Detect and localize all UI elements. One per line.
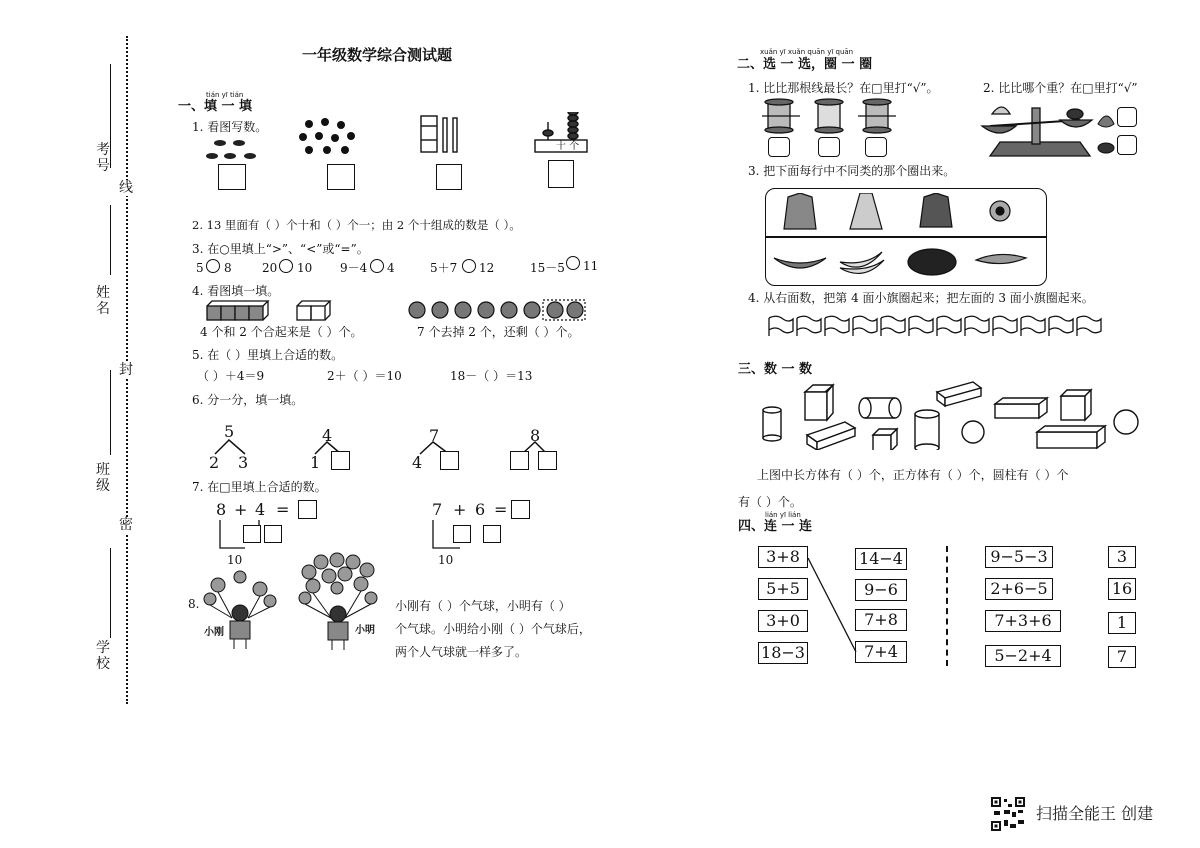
spools-picture [760,98,900,134]
label-feng: 封 [119,362,133,378]
q3-item-10: 11 [583,259,599,273]
label-xuexiao: 学校 [96,640,110,672]
q6-tree4-right-box[interactable] [538,451,557,470]
q6-tree1-right: 3 [238,453,249,472]
bird-group [206,140,256,159]
q3-item-1: 5 [196,261,204,275]
r-q2-box-2[interactable] [1117,135,1137,155]
q4-text-b: 7 个去掉 2 个，还剩（ ）个。 [417,325,580,339]
kid1-name: 小刚 [204,627,224,638]
flag-icon[interactable] [1021,316,1045,336]
label-xian: 线 [119,180,133,196]
q4-label: 4. 看图填一填。 [192,284,280,298]
flag-icon[interactable] [769,316,793,336]
q6-tree3-top: 7 [429,426,440,445]
q6-tree3-right-box[interactable] [440,451,459,470]
q8-line-2: 个气球。小明给小刚（ ）个气球后， [395,622,591,636]
r-q2-box-1[interactable] [1117,107,1137,127]
label-mi: 密 [119,517,133,533]
match-col4-2[interactable]: 16 [1108,578,1136,600]
section-3-line-1: 上图中长方体有（ ）个，正方体有（ ）个，圆柱有（ ）个 [757,468,1069,482]
q4-text-a: 4 个和 2 个合起来是（ ）个。 [200,325,363,339]
match-col4-4[interactable]: 7 [1108,646,1136,668]
r-q4-text: 4. 从右面数，把第 4 面小旗圈起来；把左面的 3 面小旗圈起来。 [748,291,1094,305]
match-col1-4[interactable]: 18−3 [758,642,808,664]
match-col1-2[interactable]: 5+5 [758,578,808,600]
q4-balls [405,299,595,323]
match-col2-2[interactable]: 9−6 [855,579,907,601]
q3-item-3: 20 [262,261,278,275]
match-col3-4[interactable]: 5−2+4 [985,645,1061,667]
ball-group [299,118,355,154]
q3-item-6: 4 [387,261,395,275]
match-col1-1[interactable]: 3+8 [758,546,808,568]
q7-a-bracket [215,518,275,558]
margin-line-xuexiao [110,548,111,638]
flag-icon[interactable] [937,316,961,336]
flag-icon[interactable] [853,316,877,336]
label-xingming: 姓名 [96,285,110,317]
flag-icon[interactable] [993,316,1017,336]
r-q1-box-3[interactable] [865,137,887,157]
q8-num: 8. [188,597,200,611]
q7-a-answer-box[interactable] [298,500,317,519]
section-3-title: 三、数 一 数 [738,362,813,377]
abacus-label: 十 个 [556,141,580,152]
match-col2-3[interactable]: 7+8 [855,609,907,631]
match-col3-2[interactable]: 2+6−5 [985,578,1053,600]
q7-b-left: 7 [432,500,443,519]
q5-label: 5. 在（ ）里填上合适的数。 [192,348,344,362]
pinyin-sec1: tián yī tián [206,91,244,99]
flag-icon[interactable] [909,316,933,336]
q3-label: 3. 在○里填上“>”、“<”或“=”。 [192,242,369,256]
shapes-picture [755,380,1155,450]
match-drawn-line [806,552,866,662]
match-col4-3[interactable]: 1 [1108,612,1136,634]
r-q3-text: 3. 把下面每行中不同类的那个圈出来。 [748,164,956,178]
r-q1-text: 1. 比比那根线最长？在□里打“√”。 [748,81,939,95]
pinyin-sec4: lián yī lián [765,511,801,519]
q6-tree1-left: 2 [209,453,220,472]
kid1-balloons [200,563,280,653]
q3-item-5: 9－4 [340,261,368,275]
match-col3-1[interactable]: 9−5−3 [985,546,1053,568]
q4-cubes [205,300,365,324]
q3-item-9: 15－5 [530,261,565,275]
match-col2-1[interactable]: 14−4 [855,548,907,570]
flag-icon[interactable] [1049,316,1073,336]
q5-c: 18－（ ）＝13 [450,369,533,383]
q3-item-8: 12 [479,261,495,275]
q3-circle-4[interactable] [462,259,476,273]
flag-icon[interactable] [881,316,905,336]
label-banji: 班级 [96,462,110,494]
qr-code-icon [990,796,1026,832]
q1-label: 1. 看图写数。 [192,120,268,134]
q3-item-7: 5＋7 [430,261,458,275]
margin-line-banji [110,370,111,455]
flag-icon[interactable] [1077,316,1101,336]
q5-b: 2＋（ ）＝10 [327,369,402,383]
watermark-text: 扫描全能王 创建 [1036,804,1154,823]
r-q1-box-1[interactable] [768,137,790,157]
q3-circle-5[interactable] [566,256,580,270]
q7-a-op: + [234,500,248,519]
r-q3-row1-clothes [778,193,1038,233]
match-col1-3[interactable]: 3+0 [758,610,808,632]
q3-circle-1[interactable] [206,259,220,273]
match-col2-4[interactable]: 7+4 [855,641,907,663]
q6-tree2-right-box[interactable] [331,451,350,470]
q1-answer-box-4[interactable] [548,160,574,188]
q6-tree2-left: 1 [310,453,321,472]
q6-tree2-top: 4 [322,426,333,445]
r-q2-text: 2. 比比哪个重？在□里打“√” [983,81,1138,95]
balance-scale-picture [980,98,1110,158]
kid2-balloons [295,552,385,652]
q3-circle-2[interactable] [279,259,293,273]
q3-item-4: 10 [297,261,313,275]
q7-label: 7. 在□里填上合适的数。 [192,480,327,494]
q7-b-answer-box[interactable] [511,500,530,519]
flag-icon[interactable] [825,316,849,336]
q8-line-1: 小刚有（ ）个气球，小明有（ ） [395,599,571,613]
q8-line-3: 两个人气球就一样多了。 [395,645,528,659]
q7-a-right: 4 [255,500,266,519]
q1-answer-box-2[interactable] [327,164,355,190]
flag-icon[interactable] [965,316,989,336]
section-2-title: 二、选 一 选，圈 一 圈 [737,57,873,72]
flag-icon[interactable] [797,316,821,336]
q3-item-2: 8 [224,261,232,275]
q1-answer-box-3[interactable] [436,164,462,190]
q7-b-eq: = [494,500,508,519]
section-4-title: 四、连 一 连 [738,519,813,534]
r-q3-row2-food [770,242,1040,282]
q7-b-op: + [453,500,467,519]
label-kaohao: 考号 [96,142,110,174]
match-col3-3[interactable]: 7+3+6 [985,610,1061,632]
kid2-name: 小明 [355,625,375,636]
q6-label: 6. 分一分，填一填。 [192,393,304,407]
r-q3-divider [766,236,1046,238]
q3-circle-3[interactable] [370,259,384,273]
q6-tree4-top: 8 [530,426,541,445]
pinyin-sec2: xuǎn yī xuǎn quān yī quān [760,48,854,56]
q5-a: （ ）＋4＝9 [197,369,265,383]
q6-tree1-top: 5 [224,422,235,441]
q6-tree4-left-box[interactable] [510,451,529,470]
match-col4-1[interactable]: 3 [1108,546,1136,568]
section-1-title: 一、填 一 填 [178,99,253,114]
flags-row [765,314,1110,340]
q7-b-ten: 10 [438,553,454,567]
sticks-group [421,116,457,152]
q1-answer-box-1[interactable] [218,164,246,190]
match-dashed-separator [946,546,948,666]
q7-a-left: 8 [216,500,227,519]
page-title: 一年级数学综合测试题 [302,46,453,64]
section-3-line-2: 有（ ）个。 [738,495,802,509]
q7-b-right: 6 [475,500,486,519]
q7-b-bracket [428,518,488,558]
q2-text: 2. 13 里面有（ ）个十和（ ）个一；由 2 个十组成的数是（ ）。 [192,218,521,232]
q7-a-eq: = [276,500,290,519]
q7-a-ten: 10 [227,553,243,567]
r-q1-box-2[interactable] [818,137,840,157]
q6-tree3-left: 4 [412,453,423,472]
margin-line-xingming [110,205,111,275]
